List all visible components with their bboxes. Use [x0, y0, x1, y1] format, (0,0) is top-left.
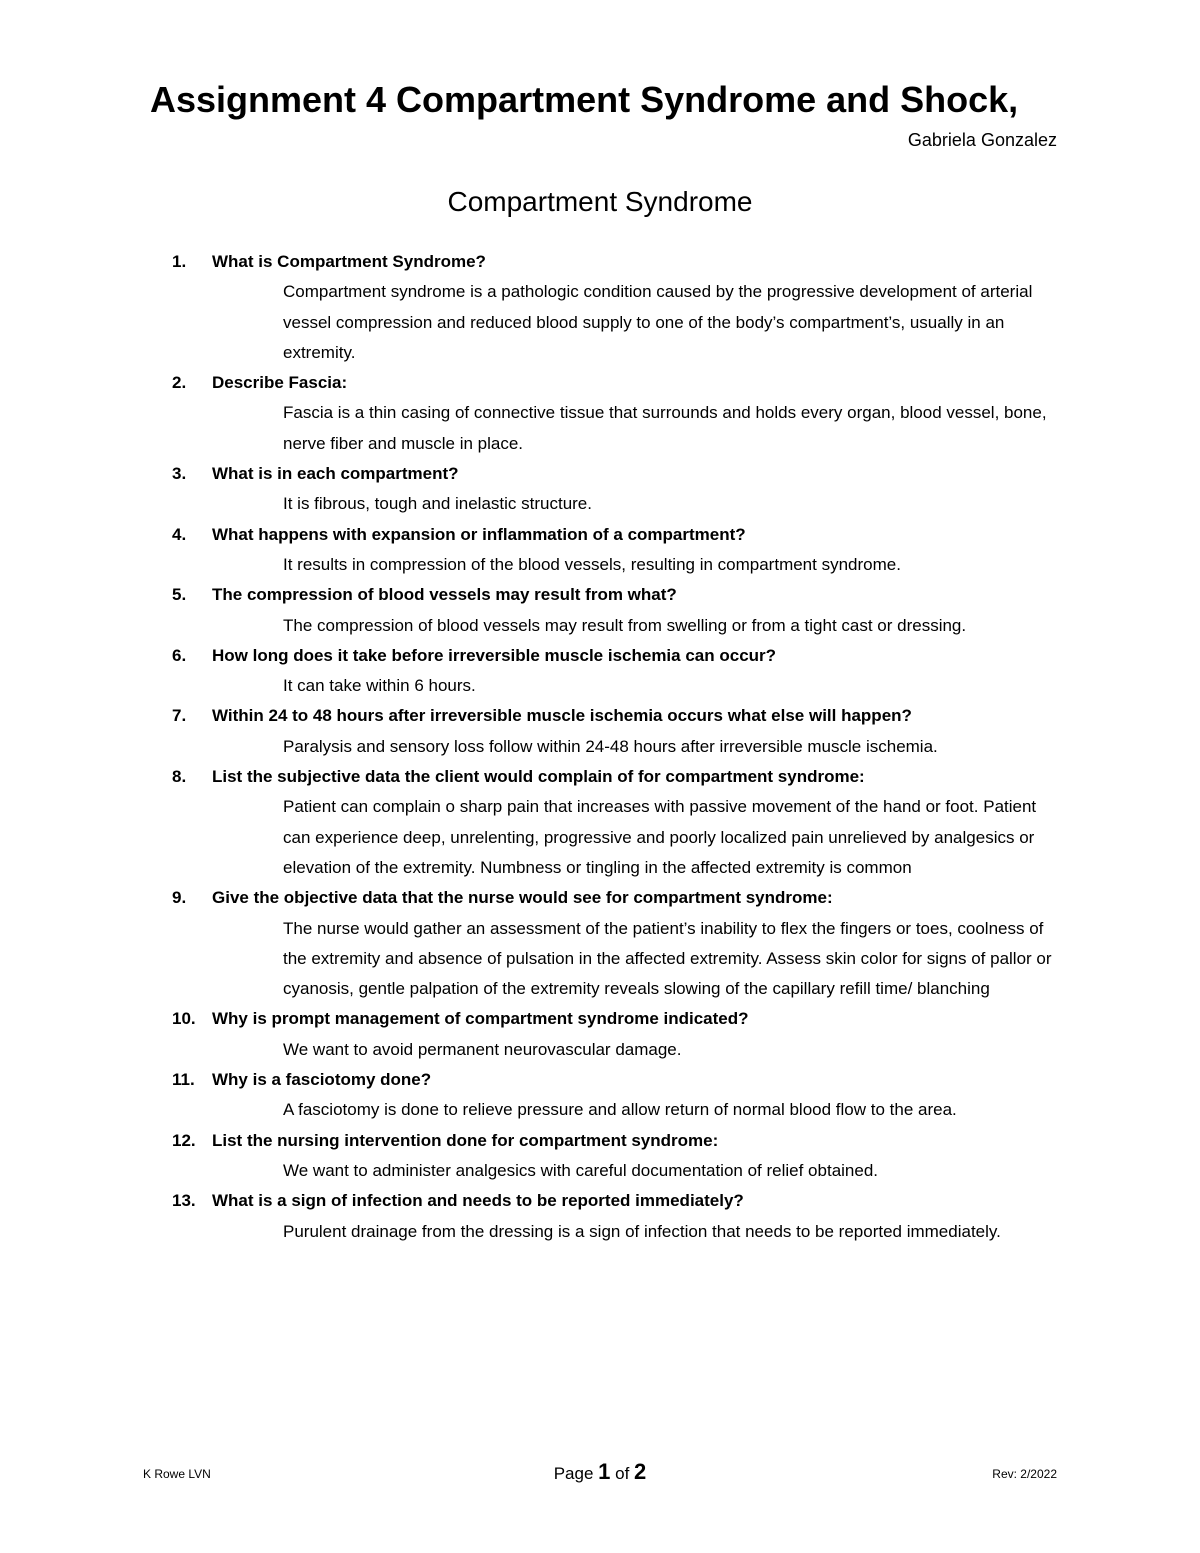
- page-of: of: [615, 1464, 630, 1483]
- question-number-wrap: [150, 1065, 212, 1095]
- answer-text: Fascia is a thin casing of connective tissue that surrounds and holds every organ, blood vessel, bone, nerve fiber and muscle in place.: [283, 403, 1047, 453]
- question-number: 4.: [172, 524, 187, 544]
- question: [150, 520, 1070, 550]
- answer-text: It is fibrous, tough and inelastic structure.: [283, 494, 592, 514]
- question-number: 9.: [172, 888, 187, 908]
- question-number: 5.: [172, 585, 187, 605]
- question: [150, 1004, 1070, 1034]
- answer-text: A fasciotomy is done to relieve pressure and allow return of normal blood flow to the area.: [283, 1100, 957, 1120]
- question-number-wrap: [150, 520, 212, 550]
- answer-text: We want to administer analgesics with careful documentation of relief obtained.: [283, 1160, 879, 1180]
- question-text: List the nursing intervention done for compartment syndrome:: [212, 1130, 719, 1150]
- question-list: [150, 247, 1070, 1247]
- question-text: Give the objective data that the nurse would see for compartment syndrome:: [212, 888, 833, 908]
- question-text: Why is prompt management of compartment syndrome indicated?: [212, 1009, 749, 1029]
- question-number: 11.: [172, 1070, 195, 1090]
- question-number-wrap: [150, 247, 212, 277]
- question-number-wrap: [150, 1126, 212, 1156]
- question-text: What is a sign of infection and needs to be reported immediately?: [212, 1191, 744, 1211]
- question-number-wrap: [150, 883, 212, 913]
- question-number-wrap: [150, 459, 212, 489]
- question-number: 1.: [172, 252, 187, 271]
- qa-item: [150, 1186, 1070, 1247]
- question-text: Describe Fascia:: [212, 373, 348, 393]
- qa-item: [150, 701, 1070, 762]
- qa-item: [150, 1126, 1070, 1187]
- question-text: List the subjective data the client would complain of for compartment syndrome:: [212, 767, 865, 787]
- qa-item: [150, 368, 1070, 459]
- question-number-wrap: [150, 368, 212, 398]
- question-number: 3.: [172, 464, 187, 484]
- question-number: 12.: [172, 1130, 196, 1150]
- footer-author: K Rowe LVN: [143, 1467, 211, 1481]
- question: [150, 641, 1070, 671]
- page-total: 2: [634, 1459, 647, 1484]
- question-number-wrap: [150, 762, 212, 792]
- qa-item: [150, 580, 1070, 641]
- answer-text: Paralysis and sensory loss follow within 24-48 hours after irreversible muscle ischemia.: [283, 736, 938, 756]
- qa-item: [150, 1065, 1070, 1126]
- question-text: Within 24 to 48 hours after irreversible muscle ischemia occurs what else will happen?: [212, 706, 912, 726]
- question-number: 6.: [172, 645, 187, 665]
- question-number: 10.: [172, 1009, 196, 1029]
- question-text: What is Compartment Syndrome?: [212, 252, 486, 271]
- question: [150, 762, 1070, 792]
- qa-item: [150, 520, 1070, 581]
- answer-text: It results in compression of the blood vessels, resulting in compartment syndrome.: [283, 554, 901, 574]
- question-text: Why is a fasciotomy done?: [212, 1070, 432, 1090]
- question-number-wrap: [150, 580, 212, 610]
- question: [150, 1065, 1070, 1095]
- question-text: The compression of blood vessels may result from what?: [212, 585, 677, 605]
- question: [150, 580, 1070, 610]
- question: [150, 701, 1070, 731]
- question-number: 2.: [172, 373, 187, 393]
- qa-item: [150, 641, 1070, 702]
- question: [150, 247, 1070, 277]
- author-name: Gabriela Gonzalez: [907, 130, 1057, 150]
- answer-text: The compression of blood vessels may result from swelling or from a tight cast or dressing.: [283, 615, 967, 635]
- qa-item: [150, 1004, 1070, 1065]
- question: [150, 459, 1070, 489]
- answer-text: Purulent drainage from the dressing is a sign of infection that needs to be reported immediately.: [283, 1221, 1001, 1241]
- footer-revision: Rev: 2/2022: [992, 1467, 1057, 1481]
- question-number: 13.: [172, 1191, 196, 1211]
- page-label: Page: [553, 1464, 594, 1483]
- question-text: What happens with expansion or inflammation of a compartment?: [212, 524, 746, 544]
- answer-text: Compartment syndrome is a pathologic condition caused by the progressive development of arterial vessel compression and reduced blood supply to one of the body’s compartment’s, usually in an extremity.: [283, 282, 1033, 362]
- question-text: How long does it take before irreversible muscle ischemia can occur?: [212, 645, 777, 665]
- page-current: 1: [598, 1459, 611, 1484]
- question-number-wrap: [150, 1186, 212, 1216]
- question: [150, 1186, 1070, 1216]
- question: [150, 1126, 1070, 1156]
- question-number-wrap: [150, 641, 212, 671]
- question-number-wrap: [150, 1004, 212, 1034]
- answer-text: We want to avoid permanent neurovascular damage.: [283, 1039, 682, 1059]
- question-number: 7.: [172, 706, 187, 726]
- section-heading: Compartment Syndrome: [447, 186, 753, 217]
- question: [150, 883, 1070, 913]
- document-title: Assignment 4 Compartment Syndrome and Shock,: [150, 79, 1019, 120]
- question-number-wrap: [150, 701, 212, 731]
- question-number: 8.: [172, 767, 187, 787]
- qa-item: [150, 459, 1070, 520]
- answer-text: Patient can complain o sharp pain that increases with passive movement of the hand or foot. Patient can experience deep, unrelenting, progressive and poorly localized pain unrelieved by analgesics or elevation of the extremity. Numbness or tingling in the affected extremity is common: [283, 797, 1037, 877]
- qa-item: [150, 247, 1070, 368]
- qa-item: [150, 883, 1070, 1004]
- answer-text: It can take within 6 hours.: [283, 676, 476, 696]
- answer-text: The nurse would gather an assessment of the patient’s inability to flex the fingers or toes, coolness of the extremity and absence of pulsation in the affected extremity. Assess skin color for signs of pallor or cyanosis, gentle palpation of the extremity reveals slowing of the capillary refill time/ blanching: [283, 918, 1052, 999]
- question: [150, 368, 1070, 398]
- qa-item: [150, 762, 1070, 883]
- question-text: What is in each compartment?: [212, 464, 459, 484]
